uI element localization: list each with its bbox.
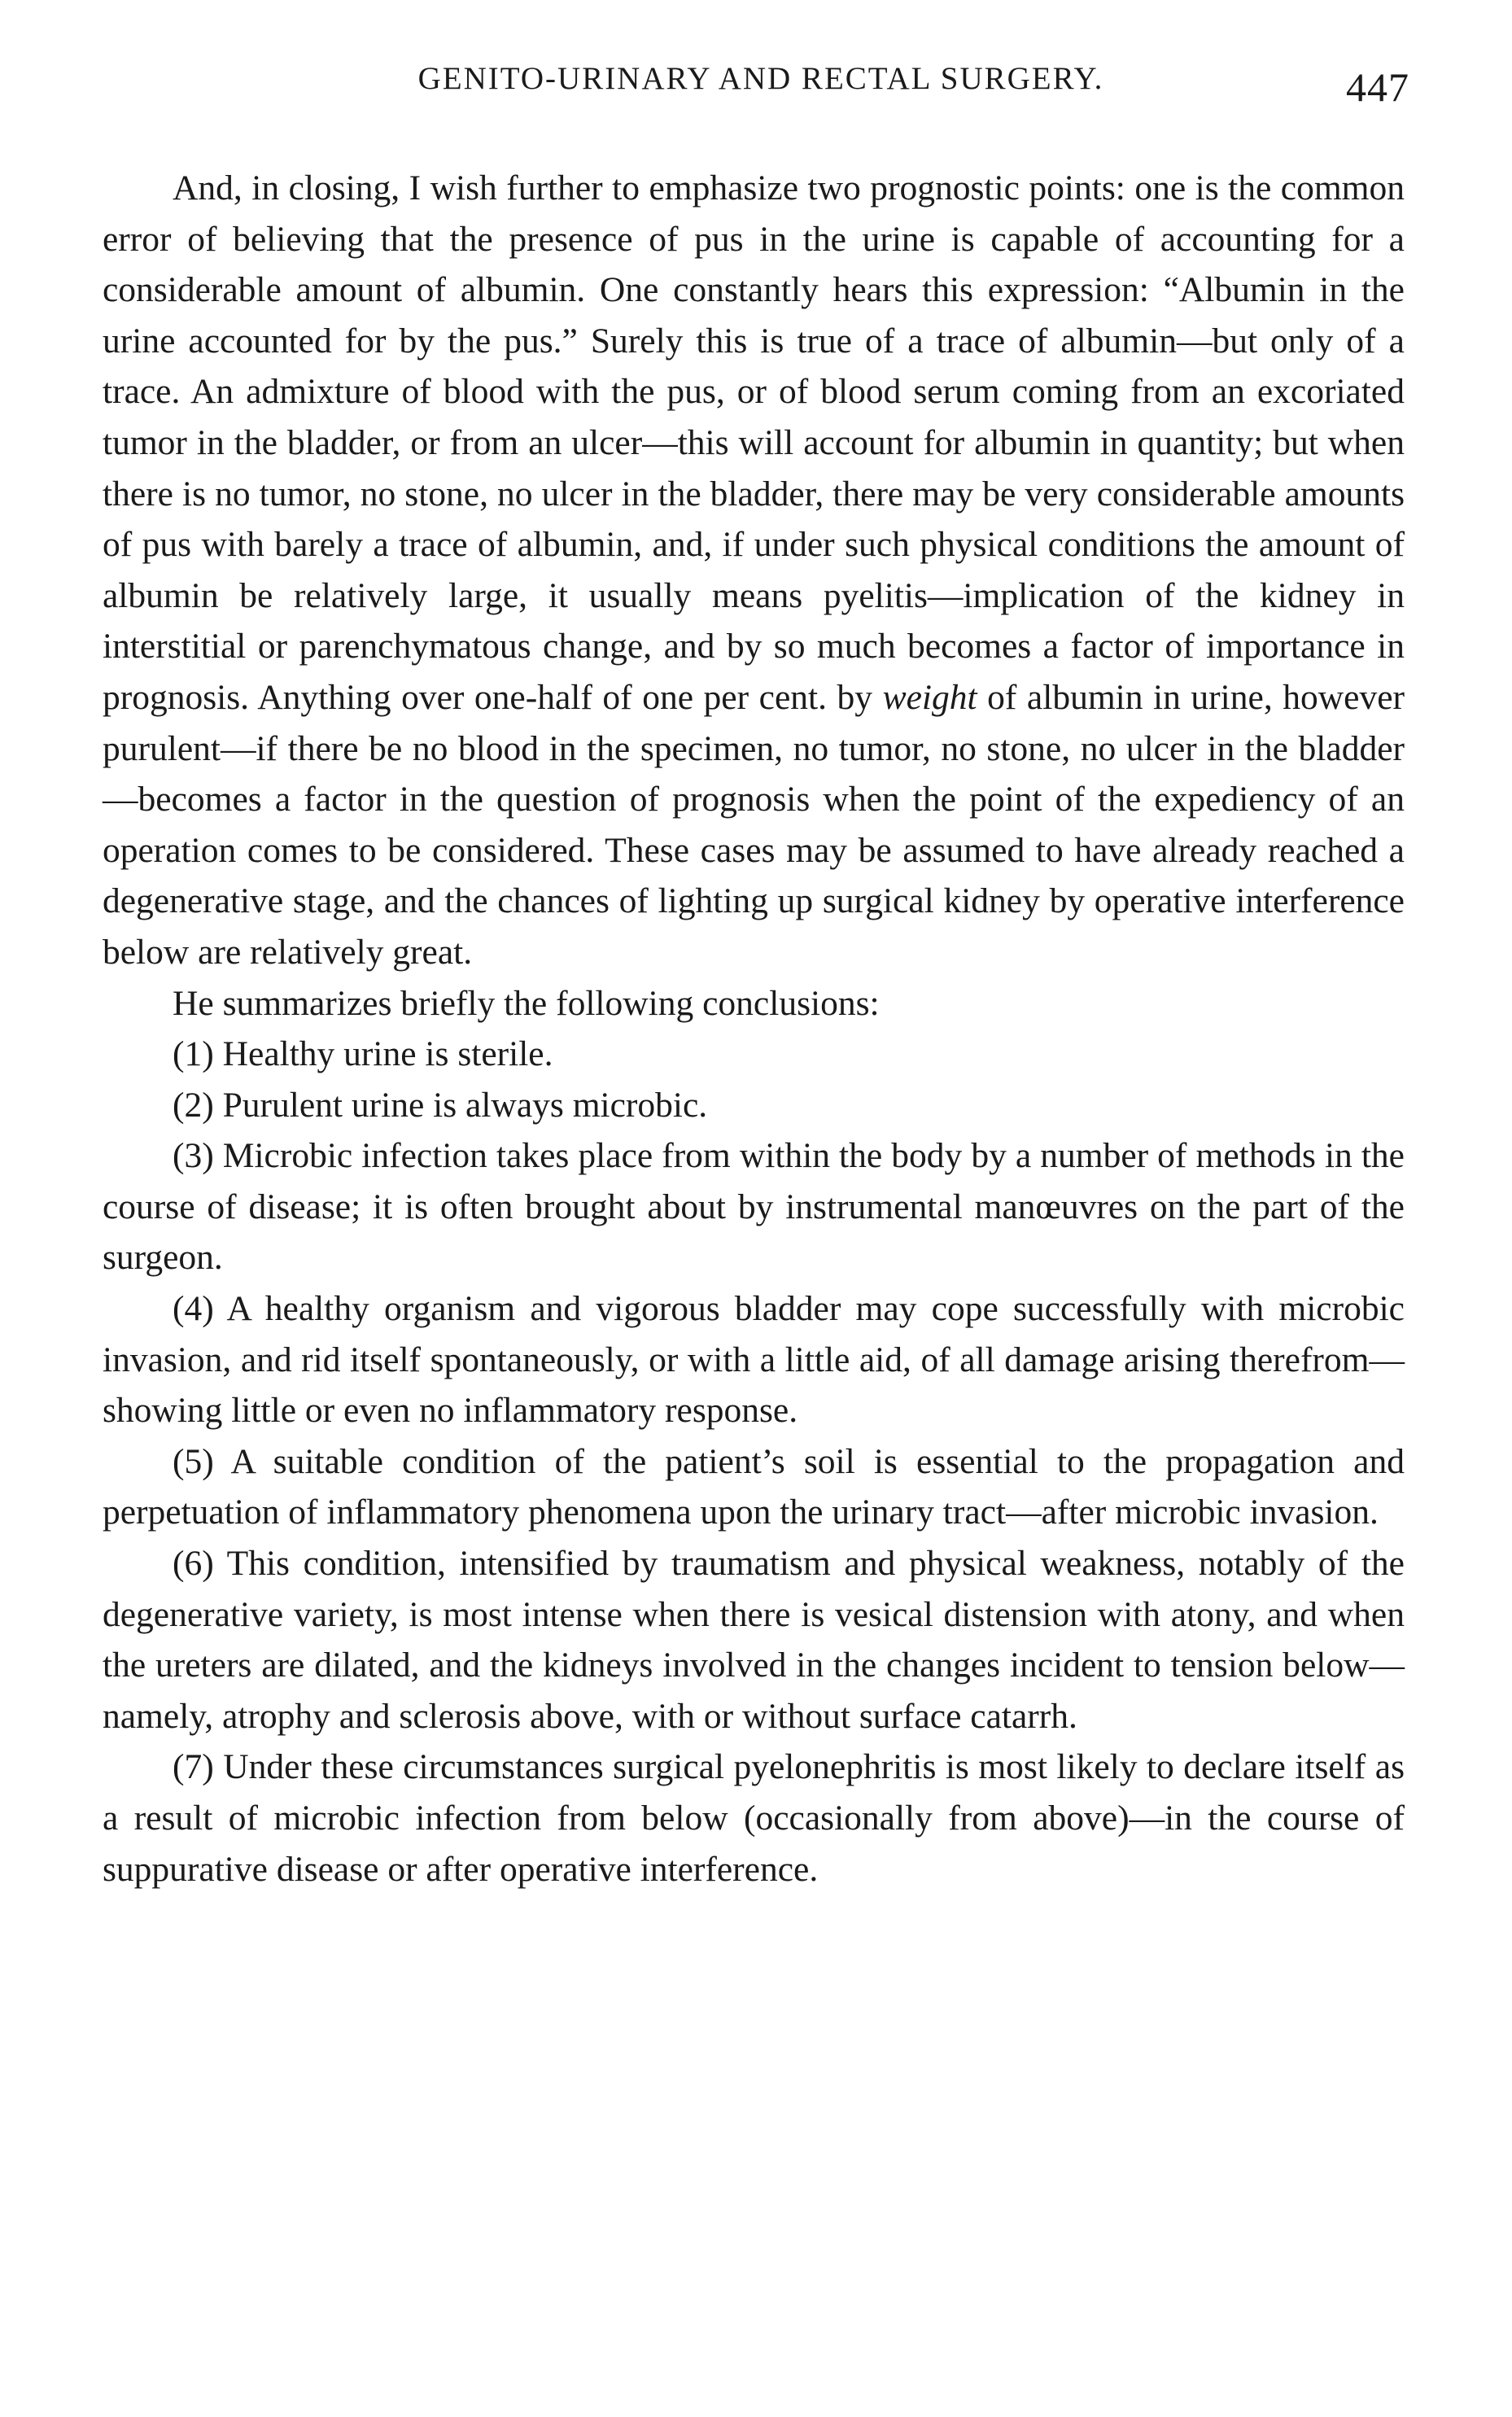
- intro-text-part-2: of albumin in urine, however purulent—if there be no blood in the specimen, no tumor, no stone, no ulcer in the bladder—becomes a factor in the question of prognosis when the point of the expediency of an operation comes to be considered. These cases may be assumed to have already reached a degenerative stage, and the chances of lighting up surgical kidney by operative interference below are relatively great.: [103, 677, 1405, 972]
- body-text: [103, 163, 1405, 1895]
- page-number: 447: [1346, 64, 1409, 110]
- conclusion-2: (2) Purulent urine is always microbic.: [173, 1085, 708, 1125]
- intro-paragraph: [103, 163, 1405, 978]
- running-head: GENITO-URINARY AND RECTAL SURGERY.: [417, 61, 1104, 96]
- conclusion-3: (3) Microbic infection takes place from within the body by a number of methods in the course of disease; it is often brought about by instrumental manœuvres on the part of the surgeon.: [103, 1136, 1405, 1278]
- conclusion-4: (4) A healthy organism and vigorous bladder may cope successfully with microbic invasion, and rid itself spontaneously, or with a little aid, of all damage arising therefrom—showing little or even no inflammatory response.: [103, 1289, 1405, 1431]
- summary-lead-paragraph: He summarizes briefly the following conclusions:: [173, 983, 880, 1023]
- conclusion-7: (7) Under these circumstances surgical pyelonephritis is most likely to declare itself as a result of microbic infection from below (occasionally from above)—in the course of suppurative disease or after operative interference.: [103, 1747, 1405, 1889]
- conclusion-5: (5) A suitable condition of the patient’s soil is essential to the propagation and perpetuation of inflammatory phenomena upon the urinary tract—after microbic invasion.: [103, 1441, 1405, 1532]
- conclusion-6: (6) This condition, intensified by traumatism and physical weakness, notably of the degenerative variety, is most intense when there is vesical distension with atony, and when the ureters are dilated, and the kidneys involved in the changes incident to tension below—namely, atrophy and sclerosis above, with or without surface catarrh.: [103, 1544, 1405, 1736]
- intro-text-part-1: And, in closing, I wish further to emphasize two prognostic points: one is the common error of believing that the presence of pus in the urine is capable of accounting for a considerable amount of albumin. One constantly hears this expression: “Albumin in the urine accounted for by the pus.” Surely this is true of a trace of albumin—but only of a trace. An admixture of blood with the pus, or of blood serum coming from an excoriated tumor in the bladder, or from an ulcer—this will account for albumin in quantity; but when there is no tumor, no stone, no ulcer in the bladder, there may be very considerable amounts of pus with barely a trace of albumin, and, if under such physical conditions the amount of albumin be relatively large, it usually means pyelitis—implication of the kidney in interstitial or parenchymatous change, and by so much becomes a factor of importance in prognosis. Anything over one-half of one per cent. by: [103, 168, 1405, 717]
- emphasis-weight: weight: [882, 677, 977, 717]
- conclusion-1: (1) Healthy urine is sterile.: [173, 1034, 553, 1074]
